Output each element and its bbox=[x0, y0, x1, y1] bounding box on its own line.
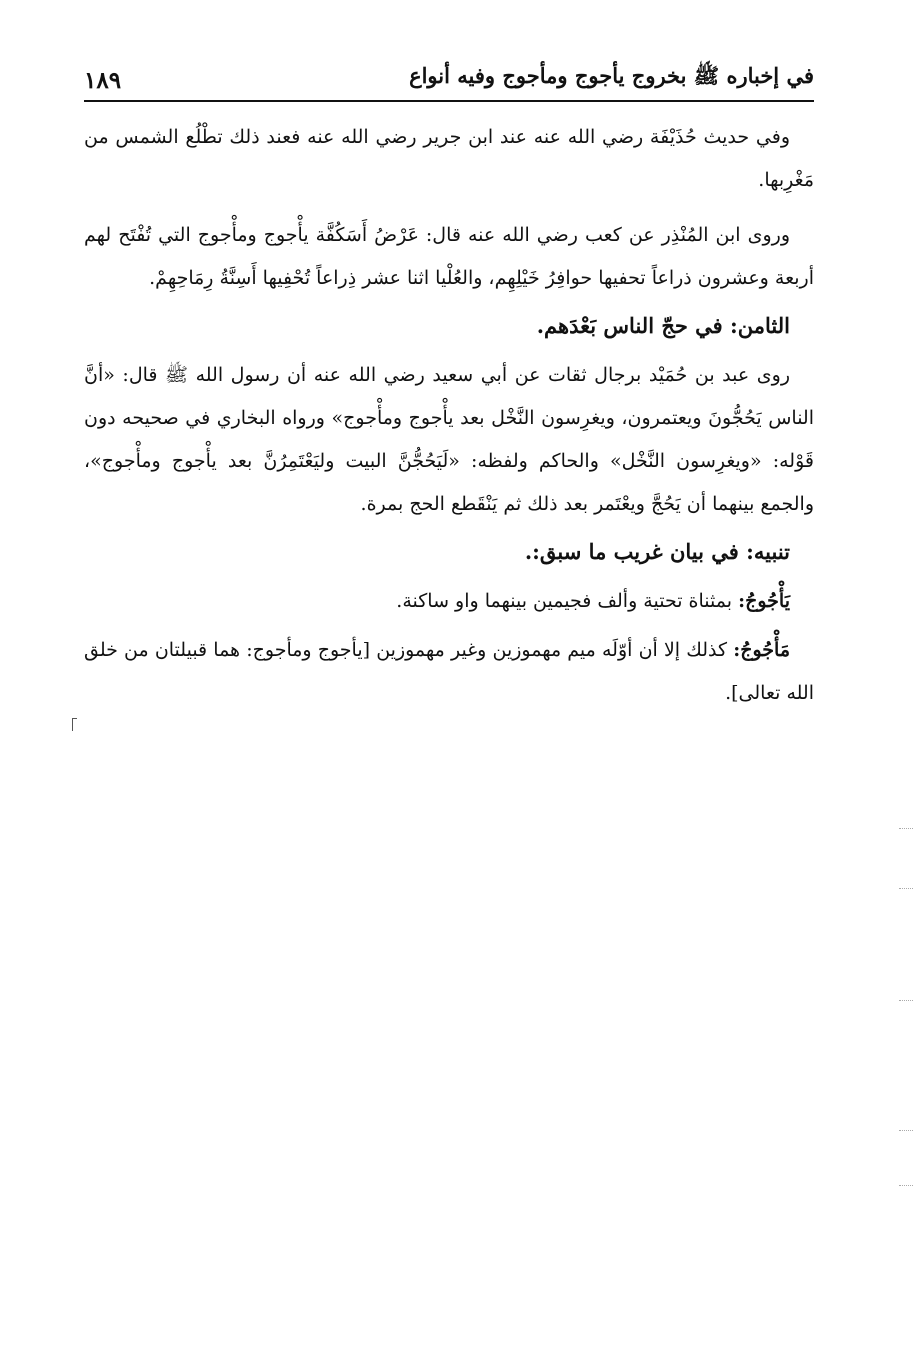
gloss-term-majuj: مَأْجُوجُ: bbox=[733, 639, 790, 661]
scan-artifact bbox=[899, 1185, 913, 1186]
section-heading-eighth: الثامن: في حجّ الناس بَعْدَهم. bbox=[536, 313, 790, 338]
scan-artifact bbox=[899, 1000, 913, 1001]
paragraph-hudhayfa: وفي حديث حُذَيْفَة رضي الله عنه عند ابن جرير رضي الله عنه فعند ذلك تطْلُع الشمس من مَغْرِبها. bbox=[84, 126, 814, 191]
gloss-text-yajuj: بمثناة تحتية وألف فجيمين بينهما واو ساكنة. bbox=[396, 590, 733, 612]
page-body bbox=[84, 116, 814, 715]
section-heading-note: تنبيه: في بيان غريب ما سبق:. bbox=[524, 539, 790, 564]
scan-artifact bbox=[899, 888, 913, 889]
gloss-majuj bbox=[84, 629, 814, 715]
gloss-term-yajuj: يَأْجُوجُ: bbox=[738, 590, 790, 612]
scan-artifact bbox=[899, 1130, 913, 1131]
running-header bbox=[84, 58, 814, 102]
scan-artifact bbox=[899, 828, 913, 829]
gloss-text-majuj: كذلك إلا أن أوّلَه ميم مهموزين وغير مهموزين [يأجوج ومأجوج: هما قبيلتان من خلق الله تعالى]. bbox=[84, 639, 814, 704]
corner-mark bbox=[72, 718, 77, 731]
paragraph-abd-ibn-humayd: روى عبد بن حُمَيْد برجال ثقات عن أبي سعيد رضي الله عنه أن رسول الله ﷺ قال: «أنَّ الناس يَحُجُّونَ ويعتمرون، ويغرِسون النَّخْل بعد يأْجوج ومأْجوج» ورواه البخاري في صحيحه دون قَوْله: «ويغرِسون النَّخْل» والحاكم ولفظه: «لَيَحُجُّنَّ البيت وليَعْتَمِرُنَّ بعد يأْجوج ومأْجوج»، والجمع بينهما أن يَحُجَّ ويعْتَمر بعد ذلك ثم يَنْقَطع الحج بمرة. bbox=[84, 364, 814, 515]
page-number: ١٨٩ bbox=[84, 67, 122, 94]
running-title: في إخباره ﷺ بخروج يأجوج ومأجوج وفيه أنواع bbox=[409, 63, 814, 88]
gloss-yajuj bbox=[84, 580, 814, 623]
book-page bbox=[84, 58, 814, 721]
paragraph-ibn-mundhir: وروى ابن المُنْذِر عن كعب رضي الله عنه قال: عَرْضُ أَسَكُفَّة يأْجوج ومأْجوج التي تُفْتَح لهم أربعة وعشرون ذراعاً تحفيها حوافِرُ خَيْلِهِم، والعُلْيا اثنا عشر ذِراعاً تُحْفِيها أَسِنَّةُ رِمَاحِهِمْ. bbox=[84, 224, 814, 289]
